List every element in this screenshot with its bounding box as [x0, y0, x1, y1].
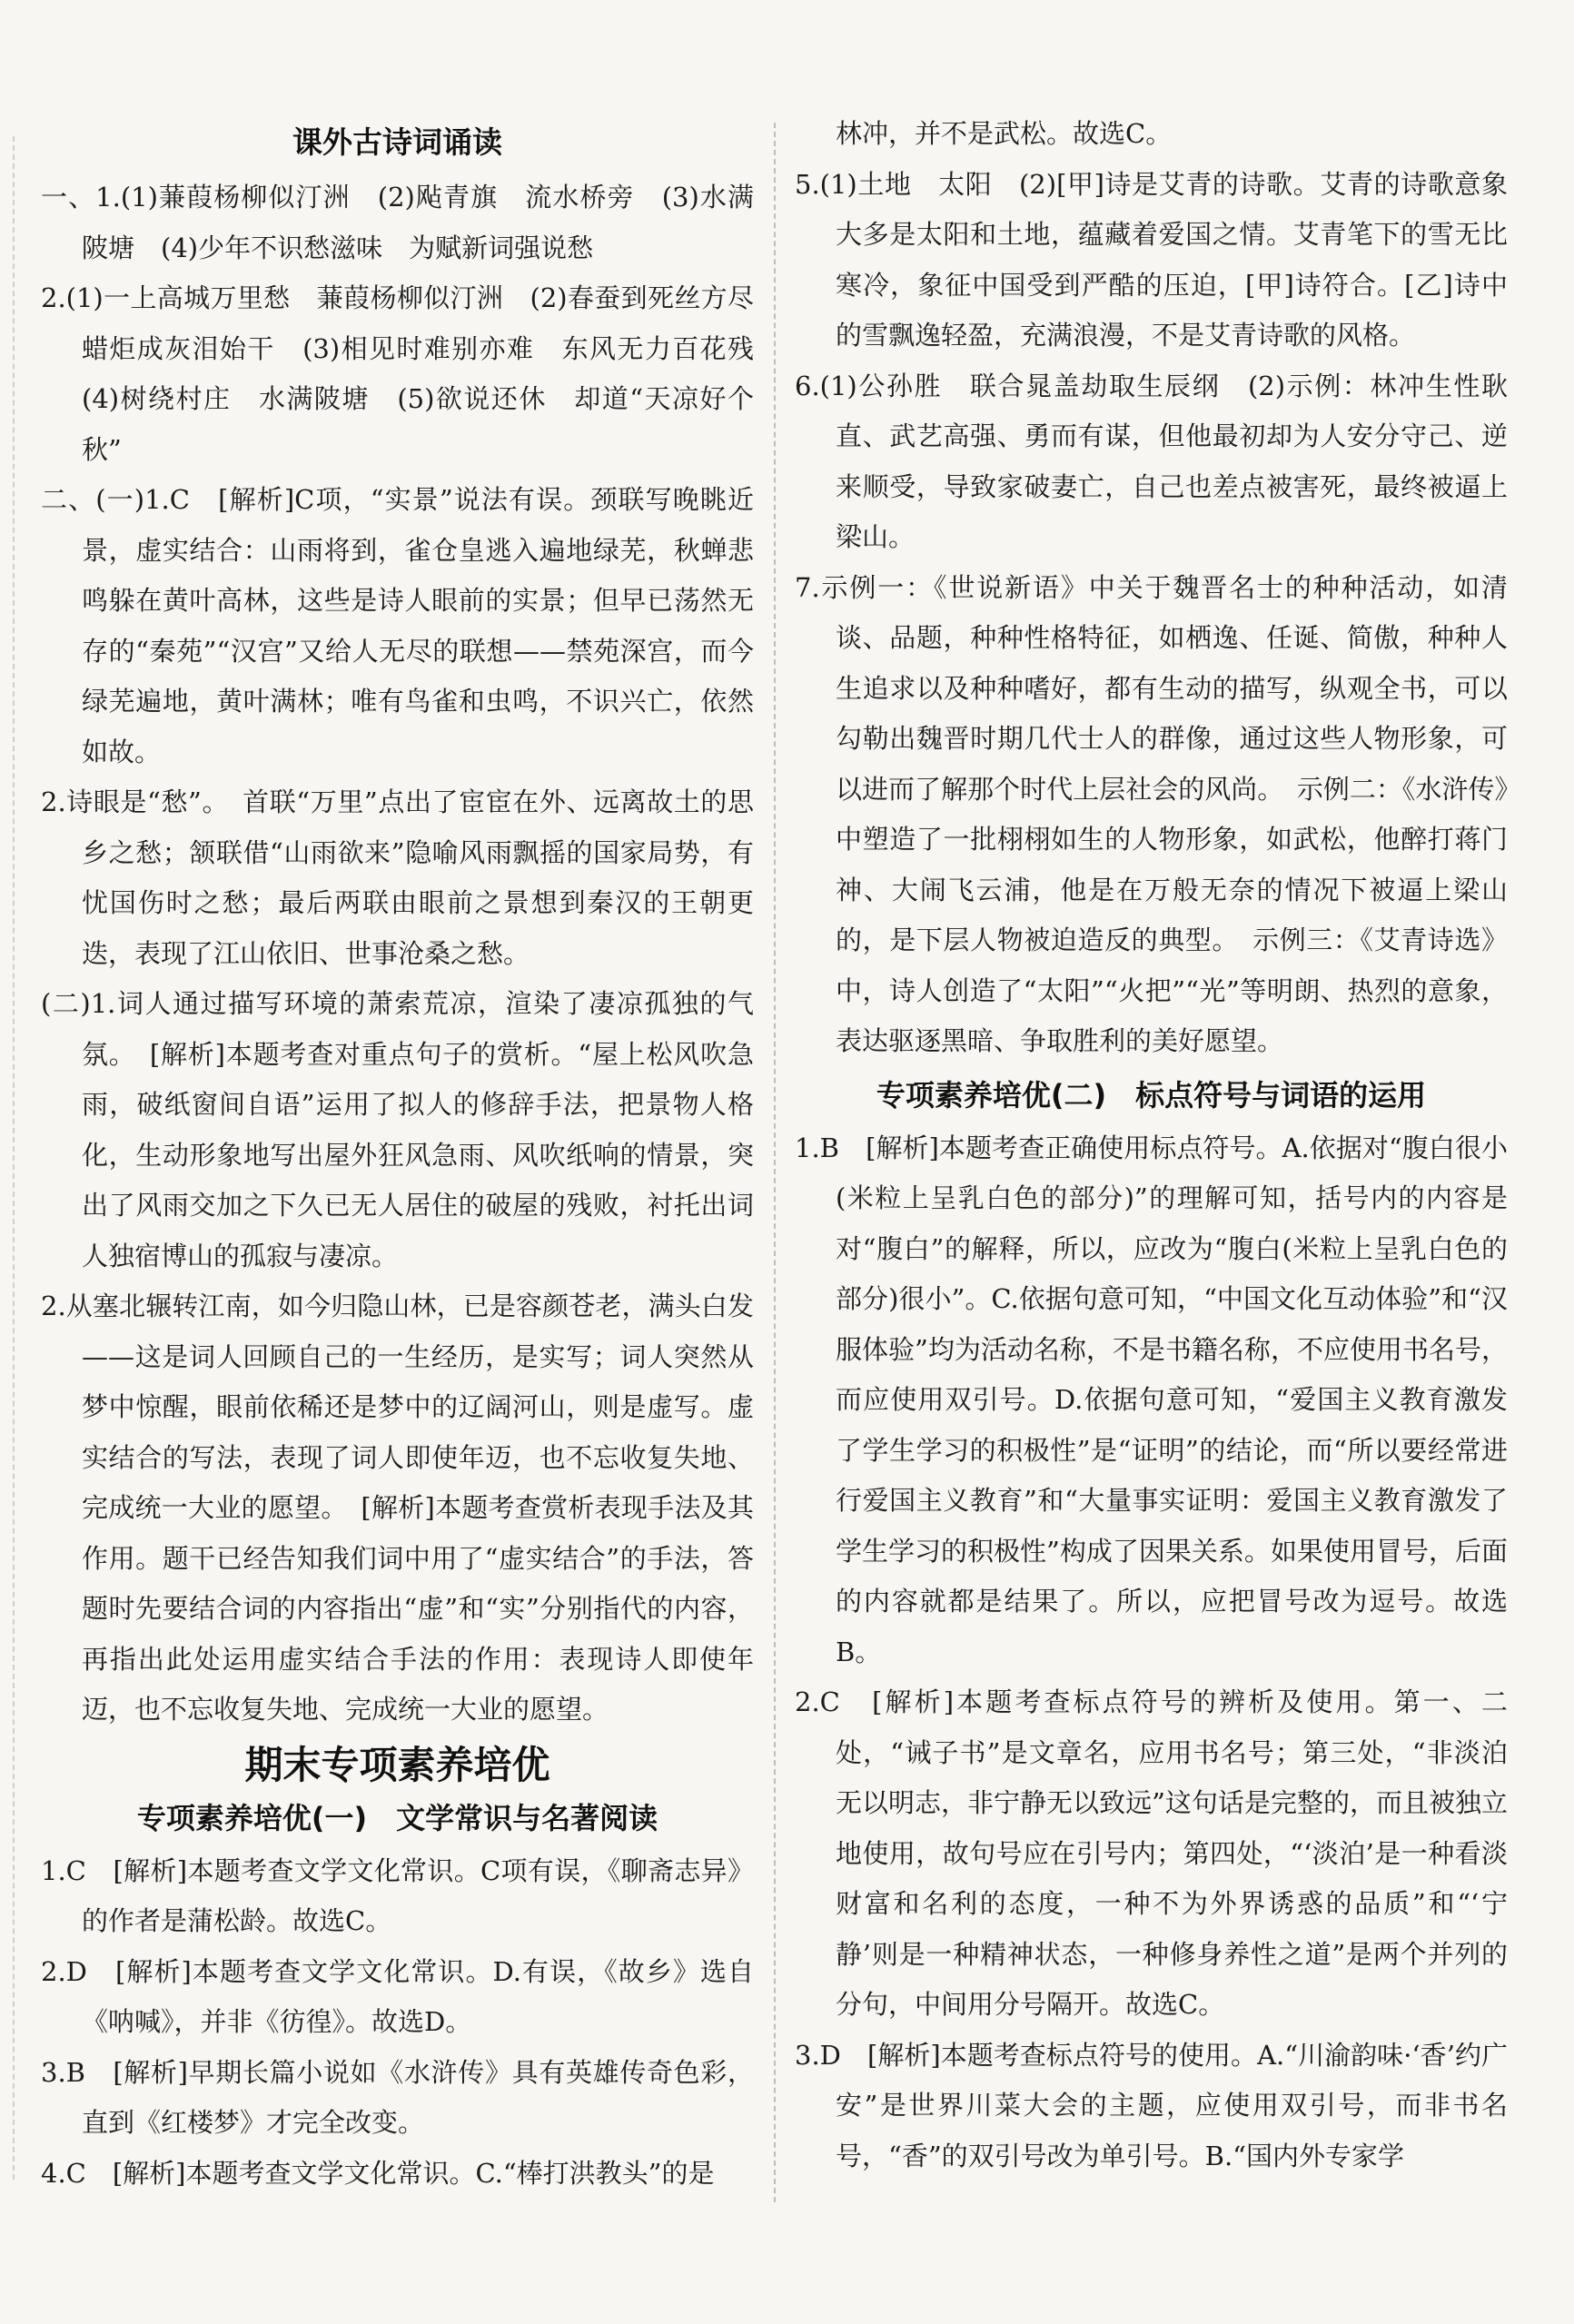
answer-item: 一、1.(1)蒹葭杨柳似汀洲 (2)飐青旗 流水桥旁 (3)水满陂塘 (4)少年不识愁滋味 为赋新词强说愁	[41, 182, 754, 263]
section-heading-special-one: 专项素养培优(一) 文学常识与名著阅读	[136, 1800, 658, 1835]
answer-item: 7.示例一：《世说新语》中关于魏晋名士的种种活动，如清谈、品题，种种性格特征，如栖逸、任诞、简傲，种种人生追求以及种种嗜好，都有生动的描写，纵观全书，可以勾勒出魏晋时期几代士人的群像，通过这些人物形象，可以进而了解那个时代上层社会的风尚。 示例二：《水浒传》中塑造了一批栩栩如生的人物形象，如武松，他醉打蒋门神、大闹飞云浦，他是在万般无奈的情况下被逼上梁山的，是下层人物被迫造反的典型。 示例三：《艾青诗选》中，诗人创造了“太阳”“火把”“光”等明朗、热烈的意象，表达驱逐黑暗、争取胜利的美好愿望。	[795, 571, 1508, 1056]
section-heading-final: 期末专项素养培优	[244, 1742, 550, 1787]
answer-item: 4.C [解析]本题考查文学文化常识。C.“棒打洪教头”的是	[41, 2157, 715, 2189]
answer-item: 林冲，并不是武松。故选C。	[836, 118, 1173, 149]
left-column	[41, 109, 781, 2199]
answer-item: 3.D [解析]本题考查标点符号的使用。A.“川渝韵味·‘香’约广安”是世界川菜大会的主题，应使用双引号，而非书名号，“香”的双引号改为单引号。B.“国内外专家学	[795, 2039, 1508, 2171]
answer-item: 2.C [解析]本题考查标点符号的辨析及使用。第一、二处，“诫子书”是文章名，应用书名号；第三处，“非淡泊无以明志，非宁静无以致远”这句话是完整的，而且被独立地使用，故句号应在引号内；第四处，“‘淡泊’是一种看淡财富和名利的态度，一种不为外界诱惑的品质”和“‘宁静’则是一种精神状态，一种修身养性之道”是两个并列的分句，中间用分号隔开。故选C。	[795, 1686, 1508, 2020]
section-heading-special-two: 专项素养培优(二) 标点符号与词语的运用	[876, 1077, 1427, 1113]
answer-item: 2.(1)一上高城万里愁 蒹葭杨柳似汀洲 (2)春蚕到死丝方尽 蜡炬成灰泪始干 (3)相见时难别亦难 东风无力百花残 (4)树绕村庄 水满陂塘 (5)欲说还休 却道“天凉好个秋”	[41, 282, 781, 465]
answer-item: 1.C [解析]本题考查文学文化常识。C项有误，《聊斋志异》的作者是蒲松龄。故选C。	[41, 1854, 754, 1936]
column-divider	[774, 123, 776, 2202]
answer-item: 2.D [解析]本题考查文学文化常识。D.有误，《故乡》选自《呐喊》，并非《彷徨》。故选D。	[41, 1955, 754, 2037]
answer-item: 2.从塞北辗转江南，如今归隐山林，已是容颜苍老，满头白发——这是词人回顾自己的一生经历，是实写；词人突然从梦中惊醒，眼前依稀还是梦中的辽阔河山，则是虚写。虚实结合的写法，表现了词人即使年迈，也不忘收复失地、完成统一大业的愿望。 [解析]本题考查赏析表现手法及其作用。题干已经告知我们词中用了“虚实结合”的手法，答题时先要结合词的内容指出“虚”和“实”分别指代的内容，再指出此处运用虚实结合手法的作用：表现诗人即使年迈，也不忘收复失地、完成统一大业的愿望。	[41, 1291, 754, 1725]
answer-item: 3.B [解析]早期长篇小说如《水浒传》具有英雄传奇色彩，直到《红楼梦》才完全改变。	[41, 2056, 754, 2138]
answer-item: 1.B [解析]本题考查正确使用标点符号。A.依据对“腹白很小(米粒上呈乳白色的部分)”的理解可知，括号内的内容是对“腹白”的解释，所以，应改为“腹白(米粒上呈乳白色的部分)很小”。C.依据句意可知，“中国文化互动体验”和“汉服体验”均为活动名称，不是书籍名称，不应使用书名号，而应使用双引号。D.依据句意可知，“爱国主义教育激发了学生学习的积极性”是“证明”的结论，而“所以要经常进行爱国主义教育”和“大量事实证明：爱国主义教育激发了学生学习的积极性”构成了因果关系。如果使用冒号，后面的内容就都是结果了。所以，应把冒号改为逗号。故选B。	[795, 1132, 1508, 1667]
binding-margin-line	[13, 136, 15, 2180]
answer-item: (二)1.词人通过描写环境的萧索荒凉，渲染了凄凉孤独的气氛。 [解析]本题考查对重点句子的赏析。“屋上松风吹急雨，破纸窗间自语”运用了拟人的修辞手法，把景物人格化，生动形象地写出屋外狂风急雨、风吹纸响的情景，突出了风雨交加之下久已无人居住的破屋的残败，衬托出词人独宿博山的孤寂与凄凉。	[41, 988, 754, 1271]
right-column	[795, 109, 1508, 2181]
answer-item: 二、(一)1.C [解析]C项，“实景”说法有误。颈联写晚眺近景，虚实结合：山雨将到，雀仓皇逃入遍地绿芜，秋蝉悲鸣躲在黄叶高林，这些是诗人眼前的实景；但早已荡然无存的“秦苑”“汉宫”又给人无尽的联想——禁苑深宫，而今绿芜遍地，黄叶满林；唯有鸟雀和虫鸣，不识兴亡，依然如故。	[41, 484, 754, 767]
answer-item: 5.(1)土地 太阳 (2)[甲]诗是艾青的诗歌。艾青的诗歌意象大多是太阳和土地，蕴藏着爱国之情。艾青笔下的雪无比寒冷，象征中国受到严酷的压迫，[甲]诗符合。[乙]诗中的雪飘逸轻盈，充满浪漫，不是艾青诗歌的风格。	[795, 168, 1508, 351]
answer-item: 6.(1)公孙胜 联合晁盖劫取生辰纲 (2)示例：林冲生性耿直、武艺高强、勇而有谋，但他最初却为人安分守己、逆来顺受，导致家破妻亡，自己也差点被害死，最终被逼上梁山。	[795, 370, 1508, 552]
answer-item: 2.诗眼是“愁”。 首联“万里”点出了宦宦在外、远离故土的思乡之愁；颔联借“山雨欲来”隐喻风雨飘摇的国家局势，有忧国伤时之愁；最后两联由眼前之景想到秦汉的王朝更迭，表现了江山依旧、世事沧桑之愁。	[41, 786, 754, 969]
section-heading-poetry: 课外古诗词诵读	[292, 124, 502, 160]
